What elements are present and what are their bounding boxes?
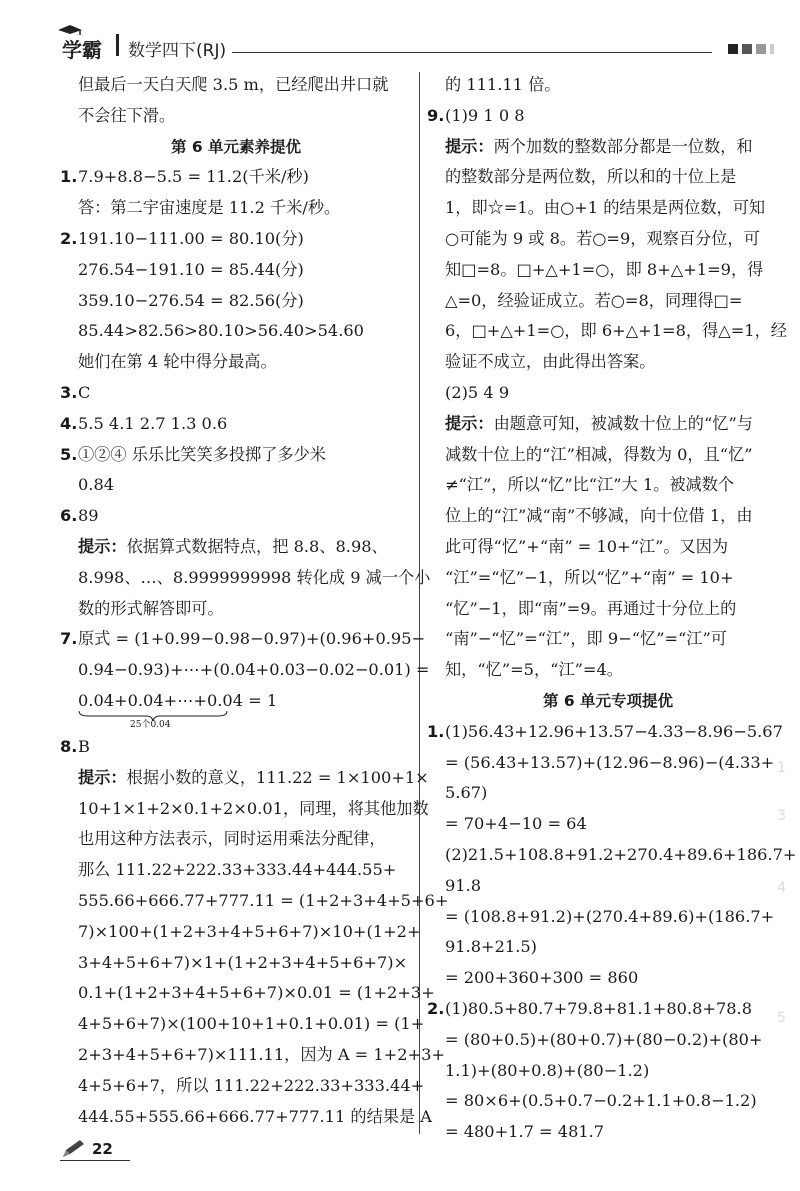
- text-line: = 80×6+(0.5+0.7−0.2+1.1+0.8−1.2): [445, 1091, 757, 1111]
- text-line: 也用这种方法表示，同时运用乘法分配律，: [78, 829, 386, 849]
- question-number: 2.: [60, 228, 78, 248]
- question-number: 8.: [60, 736, 78, 756]
- right-column: [427, 70, 797, 1148]
- text-line: = 200+360+300 = 860: [445, 968, 639, 988]
- hint-line: [60, 763, 429, 794]
- hint-label: 提示：: [445, 136, 494, 156]
- answer-text: 5.5 4.1 2.7 1.3 0.6: [78, 413, 228, 433]
- answer-text: 原式 = (1+0.99−0.98−0.97)+(0.96+0.95−: [78, 629, 426, 649]
- text-line: (2)21.5+108.8+91.2+270.4+89.6+186.7+: [445, 844, 797, 864]
- bleed-through-mark: 4: [777, 880, 786, 896]
- text-line: 知□=8。□+△+1=○，即 8+△+1=9，得: [445, 259, 764, 279]
- hint-line: [60, 532, 412, 563]
- question-number: 9.: [427, 105, 445, 125]
- brace-expression-text: 0.04+0.04+⋯+0.04 = 1: [78, 690, 278, 710]
- answer-text: (1)80.5+80.7+79.8+81.1+80.8+78.8: [445, 998, 753, 1018]
- hint-line: [427, 409, 789, 440]
- section-title: 第 6 单元专项提优: [542, 691, 674, 710]
- answer-text: 89: [78, 506, 99, 526]
- text-line: = 70+4−10 = 64: [445, 814, 587, 834]
- text-line: 0.94−0.93)+⋯+(0.04+0.03−0.02−0.01) =: [78, 660, 430, 680]
- text-line: “南”−“忆”=“江”，即 9−“忆”=“江”可: [445, 629, 727, 649]
- column-divider: [419, 72, 420, 1134]
- bleed-through-mark: 1: [777, 760, 786, 776]
- header-rule: [232, 52, 712, 53]
- text-line: 5.67): [445, 783, 488, 803]
- text-line: 的 111.11 倍。: [445, 75, 561, 94]
- answer-text: C: [78, 382, 91, 402]
- answer-text: (1)9 1 0 8: [445, 105, 525, 125]
- page-number: 22: [92, 1140, 113, 1158]
- question-number: 4.: [60, 413, 78, 433]
- brand-logo: 学霸: [62, 38, 102, 62]
- text-line: 位上的“江”减“南”不够减，向十位借 1，由: [445, 506, 753, 526]
- text-line: 数的形式解答即可。: [78, 598, 224, 618]
- text-line: 知，“忆”=5，“江”=4。: [445, 660, 623, 680]
- hint-text: 由题意可知，被减数十位上的“忆”与: [493, 413, 753, 433]
- left-column: [60, 70, 449, 1132]
- pencil-icon: [60, 1138, 88, 1160]
- text-line: = (80+0.5)+(80+0.7)+(80−0.2)+(80+: [445, 1029, 763, 1049]
- text-line: = (56.43+13.57)+(12.96−8.96)−(4.33+: [445, 752, 775, 772]
- text-line: 0.1+(1+2+3+4+5+6+7)×0.01 = (1+2+3+: [78, 983, 435, 1003]
- question-number: 1.: [60, 167, 78, 187]
- progress-square-1: [728, 44, 738, 54]
- text-line: 7)×100+(1+2+3+4+5+6+7)×10+(1+2+: [78, 921, 421, 941]
- answer-text: 191.10−111.00 = 80.10(分): [78, 228, 304, 248]
- hint-text: 依据算式数据特点，把 8.8、8.98、: [126, 536, 388, 556]
- question-5: [60, 440, 412, 471]
- page-header: [0, 0, 800, 70]
- hint-line: [427, 132, 789, 163]
- answer-text: ①②④ 乐乐比笑笑多投掷了多少米: [78, 444, 326, 464]
- text-line: 的整数部分是两位数，所以和的十位上是: [445, 167, 737, 187]
- text-line: 3+4+5+6+7)×1+(1+2+3+4+5+6+7)×: [78, 952, 408, 972]
- hint-label: 提示：: [445, 413, 494, 433]
- text-line: (2)5 4 9: [445, 382, 510, 402]
- question-1: [60, 162, 412, 193]
- footer-rule: [60, 1160, 130, 1161]
- question-6: [60, 501, 412, 532]
- subject-label: 数学四下(RJ): [128, 41, 227, 61]
- text-line: = 480+1.7 = 481.7: [445, 1122, 605, 1142]
- question-number: 7.: [60, 629, 78, 649]
- text-line: 1.1)+(80+0.8)+(80−1.2): [445, 1060, 650, 1080]
- text-line: 2+3+4+5+6+7)×111.11，因为 A = 1+2+3+: [78, 1044, 445, 1064]
- text-line: 0.84: [78, 475, 115, 495]
- text-line: 减数十位上的“江”相减，得数为 0，且“忆”: [445, 444, 753, 464]
- text-line: △=0，经验证成立。若○=8，同理得□=: [445, 290, 743, 310]
- question-9: [427, 101, 789, 132]
- answer-text: 7.9+8.8−5.5 = 11.2(千米/秒): [78, 167, 309, 187]
- text-line: “忆”−1，即“南”=9。再通过十分位上的: [445, 598, 737, 618]
- progress-square-2: [742, 44, 752, 54]
- text-line: 555.66+666.77+777.11 = (1+2+3+4+5+6+: [78, 890, 449, 910]
- text-line: ≠“江”，所以“忆”比“江”大 1。被减数个: [445, 475, 735, 495]
- text-line: 85.44>82.56>80.10>56.40>54.60: [78, 321, 364, 341]
- text-line: 不会往下滑。: [78, 105, 176, 125]
- text-line: 276.54−191.10 = 85.44(分): [78, 259, 304, 279]
- answer-text: (1)56.43+12.96+13.57−4.33−8.96−5.67: [445, 721, 783, 741]
- bleed-through-mark: 3: [777, 808, 786, 824]
- progress-square-3: [756, 44, 766, 54]
- text-line: 此可得“忆”+“南” = 10+“江”。又因为: [445, 536, 729, 556]
- answer-text: B: [78, 736, 90, 756]
- question-number: 1.: [427, 721, 445, 741]
- practice-2: [427, 994, 789, 1025]
- text-line: 91.8: [445, 875, 482, 895]
- hint-text: 两个加数的整数部分都是一位数，和: [493, 136, 753, 156]
- text-line: 但最后一天白天爬 3.5 m，已经爬出井口就: [78, 75, 389, 94]
- text-line: 1，即☆=1。由○+1 的结果是两位数，可知: [445, 198, 766, 218]
- hint-label: 提示：: [78, 536, 127, 556]
- question-2: [60, 224, 412, 255]
- text-line: 4+5+6+7，所以 111.22+222.33+333.44+: [78, 1075, 425, 1095]
- text-line: 359.10−276.54 = 82.56(分): [78, 290, 304, 310]
- text-line: 8.998、…、8.9999999998 转化成 9 减一个小: [78, 567, 431, 587]
- text-line: 6，□+△+1=○，即 6+△+1=8，得△=1，经: [445, 321, 787, 341]
- question-7: [60, 624, 426, 655]
- text-line: 那么 111.22+222.33+333.44+444.55+: [78, 860, 397, 880]
- text-line: 验证不成立，由此得出答案。: [445, 352, 656, 372]
- text-line: 10+1×1+2×0.1+2×0.01，同理，将其他加数: [78, 798, 429, 818]
- text-line: = (108.8+91.2)+(270.4+89.6)+(186.7+: [445, 906, 775, 926]
- bleed-through-mark: 5: [777, 1010, 786, 1026]
- practice-1: [427, 717, 789, 748]
- progress-square-4: [770, 44, 774, 54]
- text-line: 4+5+6+7)×(100+10+1+0.1+0.01) = (1+: [78, 1014, 425, 1034]
- brace-label: 25个0.04: [130, 719, 171, 730]
- brace-expression: [60, 686, 412, 732]
- question-number: 3.: [60, 382, 78, 402]
- text-line: 她们在第 4 轮中得分最高。: [78, 352, 277, 372]
- text-line: 答：第二宇宙速度是 11.2 千米/秒。: [78, 198, 341, 218]
- question-number: 6.: [60, 506, 78, 526]
- text-line: ○可能为 9 或 8。若○=9，观察百分位，可: [445, 228, 760, 248]
- hint-label: 提示：: [78, 767, 127, 787]
- question-3: [60, 378, 412, 409]
- text-line: “江”=“忆”−1，所以“忆”+“南” = 10+: [445, 567, 734, 587]
- text-line: 91.8+21.5): [445, 937, 537, 957]
- question-number: 2.: [427, 998, 445, 1018]
- section-title: 第 6 单元素养提优: [170, 137, 302, 156]
- hint-text: 根据小数的意义，111.22 = 1×100+1×: [126, 767, 429, 787]
- header-divider: [116, 34, 119, 56]
- question-4: [60, 409, 412, 440]
- question-number: 5.: [60, 444, 78, 464]
- text-line: 444.55+555.66+666.77+777.11 的结果是 A: [78, 1106, 432, 1126]
- question-8: [60, 732, 412, 763]
